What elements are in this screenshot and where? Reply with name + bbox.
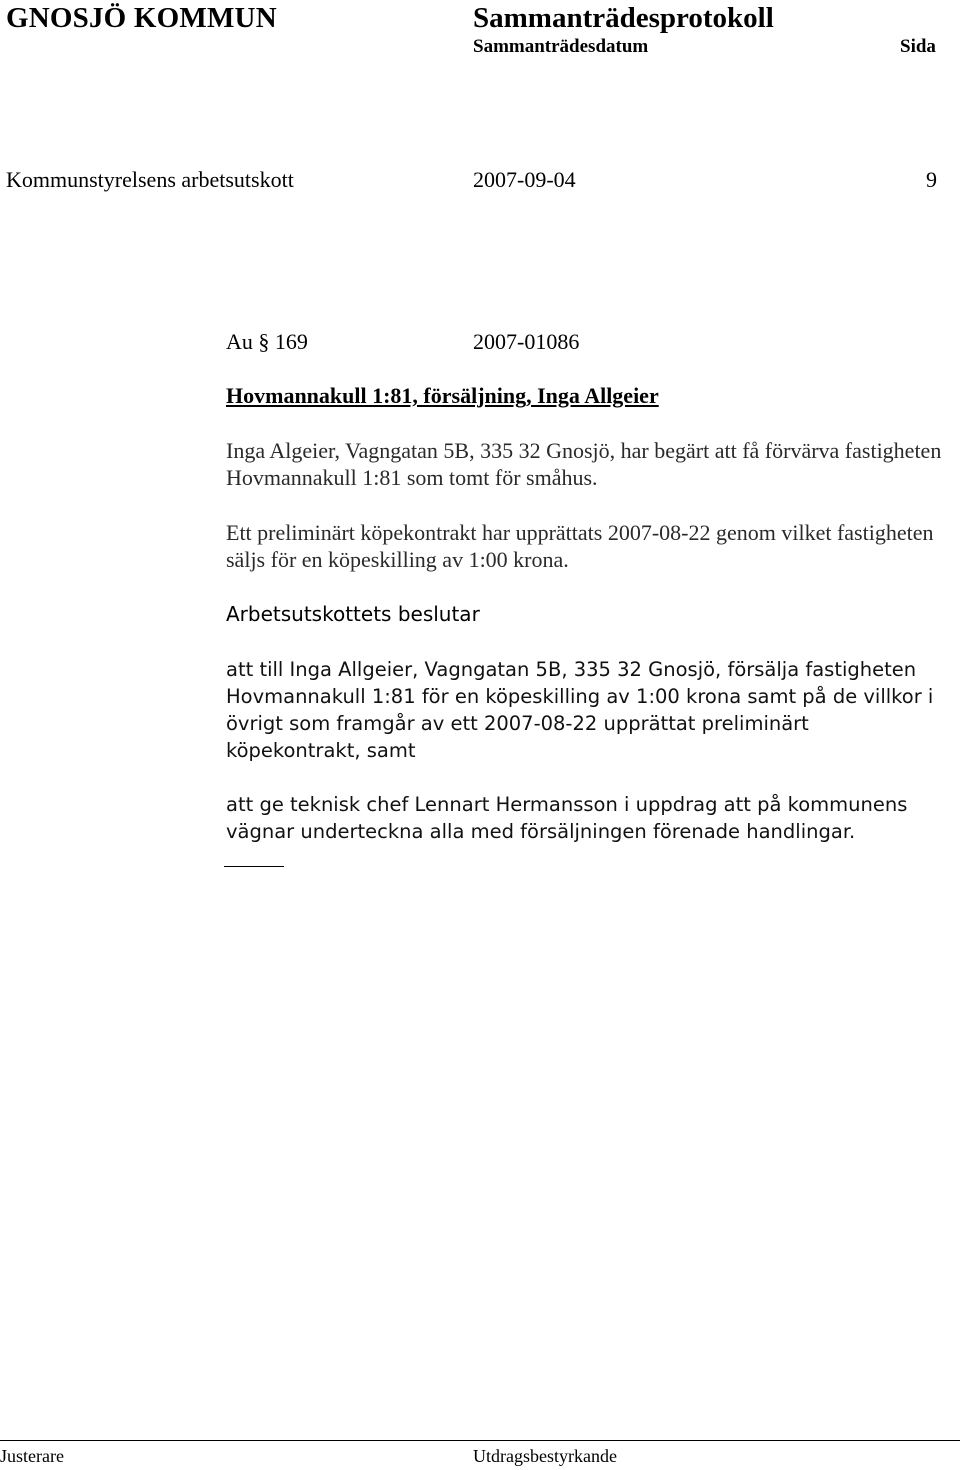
decision-heading: Arbetsutskottets beslutar bbox=[226, 602, 480, 626]
meeting-date: 2007-09-04 bbox=[473, 167, 576, 192]
case-number: 2007-01086 bbox=[473, 329, 580, 354]
page-number: 9 bbox=[926, 167, 937, 192]
decision-clause-sale: att till Inga Allgeier, Vagngatan 5B, 335 32 Gnosjö, försälja fastigheten Hovmannakull 1:81 för en köpeskilling av 1:00 krona samt på de villkor i övrigt som framgår av ett 2007-08-22 upprättat preliminärt köpekontrakt, samt bbox=[226, 658, 934, 762]
organization-name: GNOSJÖ KOMMUN bbox=[6, 2, 277, 34]
footer-certification-label: Utdragsbestyrkande bbox=[473, 1446, 617, 1466]
committee-name: Kommunstyrelsens arbetsutskott bbox=[6, 167, 294, 192]
paragraph-request: Inga Algeier, Vagngatan 5B, 335 32 Gnosjö, har begärt att få förvärva fastigheten Hovmannakull 1:81 som tomt för småhus. bbox=[226, 438, 942, 490]
decision-clause-mandate: att ge teknisk chef Lennart Hermansson i uppdrag att på kommunens vägnar underteckna alla med försäljningen förenade handlingar. bbox=[226, 793, 908, 843]
document-type: Sammanträdesprotokoll bbox=[473, 2, 774, 34]
footer-divider bbox=[0, 1440, 960, 1441]
meeting-date-label: Sammanträdesdatum bbox=[473, 36, 649, 57]
footer-adjuster-label: Justerare bbox=[0, 1446, 64, 1466]
end-of-item-rule bbox=[224, 866, 284, 867]
page-label: Sida bbox=[900, 36, 936, 57]
item-number: Au § 169 bbox=[226, 329, 308, 354]
item-title: Hovmannakull 1:81, försäljning, Inga Allgeier bbox=[226, 383, 659, 408]
paragraph-contract: Ett preliminärt köpekontrakt har upprättats 2007-08-22 genom vilket fastigheten säljs för en köpeskilling av 1:00 krona. bbox=[226, 520, 934, 572]
